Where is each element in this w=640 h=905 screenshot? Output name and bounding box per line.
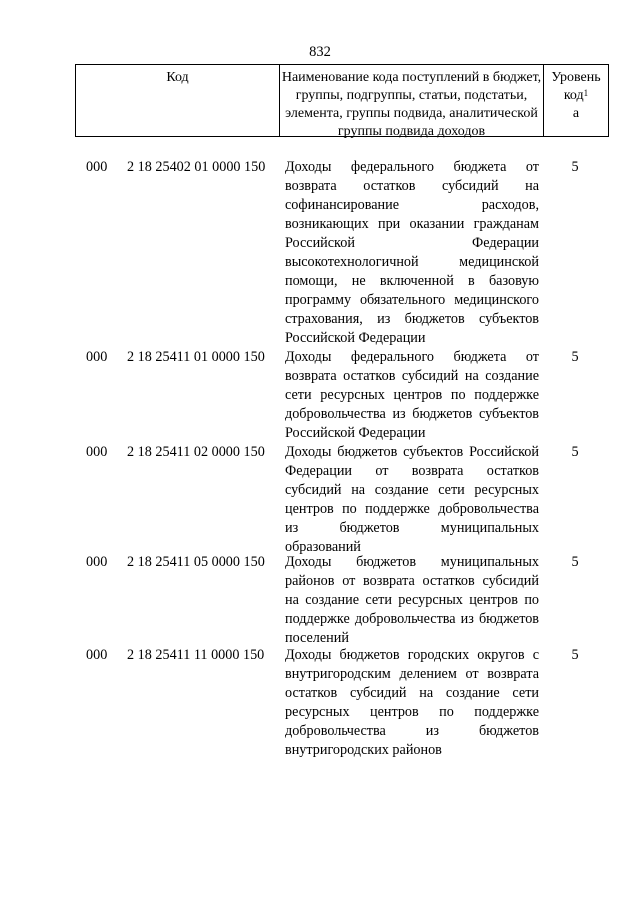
level-value: 5 [571,647,579,663]
header-level-suffix: а [572,106,580,121]
revenue-code: 2 18 25411 02 0000 150 [127,444,265,460]
revenue-code: 2 18 25411 01 0000 150 [127,349,265,365]
admin-code: 000 [86,444,108,460]
header-level-footnote: 1 [583,88,589,98]
admin-code: 000 [86,349,108,365]
header-code: Код [76,65,280,136]
table-row [75,443,609,553]
revenue-name: Доходы бюджетов субъектов Российской Федерации от возврата остатков субсидий на создание сети ресурсных центров по поддержке добровольчества из бюджетов муниципальных образований [285,444,539,555]
table-row [75,553,609,646]
table-header [75,64,609,137]
table-row [75,646,609,760]
admin-code: 000 [86,554,108,570]
level-value: 5 [571,349,579,365]
header-level [544,65,608,136]
revenue-code: 2 18 25402 01 0000 150 [127,159,266,175]
header-name: Наименование кода поступлений в бюджет, группы, подгруппы, статьи, подстатьи, элемента, группы подвида, аналитической группы подвида доходов [280,65,544,136]
revenue-code: 2 18 25411 05 0000 150 [127,554,265,570]
page-number: 832 [309,44,331,60]
header-level-label: Уровень код [551,70,601,103]
table-row [75,158,609,348]
revenue-name: Доходы федерального бюджета от возврата остатков субсидий на создание сети ресурсных центров по поддержке добровольчества из бюджетов субъектов Российской Федерации [285,349,539,441]
table-body [75,158,609,760]
level-value: 5 [571,444,579,460]
revenue-name: Доходы бюджетов муниципальных районов от возврата остатков субсидий на создание сети ресурсных центров по поддержке добровольчества из бюджетов поселений [285,554,539,646]
revenue-name: Доходы федерального бюджета от возврата остатков субсидий на софинансирование расходов, возникающих при оказании гражданам Российской Федерации высокотехнологичной медицинской помощи, не включенной в базовую программу обязательного медицинского страхования, из бюджетов субъектов Российской Федерации [285,159,539,346]
table-row [75,348,609,443]
level-value: 5 [571,159,579,175]
admin-code: 000 [86,159,108,175]
revenue-name: Доходы бюджетов городских округов с внутригородским делением от возврата остатков субсидий на создание сети ресурсных центров по поддержке добровольчества из бюджетов внутригородских районов [285,647,539,758]
revenue-code: 2 18 25411 11 0000 150 [127,647,265,663]
level-value: 5 [571,554,579,570]
admin-code: 000 [86,647,108,663]
